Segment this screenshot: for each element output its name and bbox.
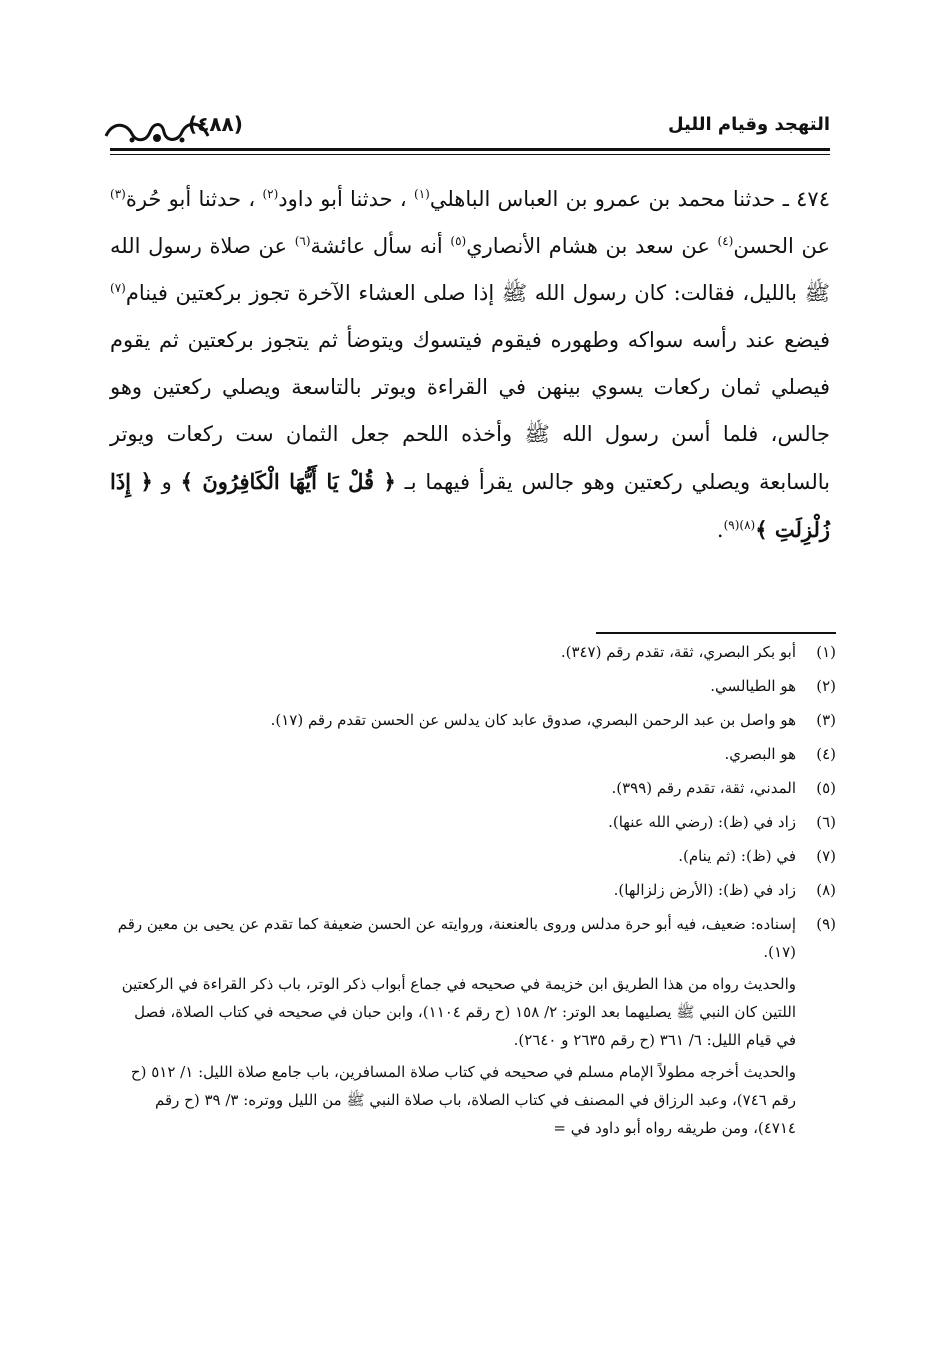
footnote-text: هو الطيالسي. [710,677,796,695]
footnote-ref: (٨)(٩) [723,518,756,532]
text-segment: و [152,470,181,494]
text-segment: عن صلاة رسول الله ﷺ بالليل، فقالت: كان رسول الله ﷺ إذا صلى العشاء الآخرة تجوز بركعتين فينام [110,234,830,305]
footnote [110,876,836,904]
hadith-number: ٤٧٤ [796,187,830,211]
footnote-ref: (٢) [262,187,279,201]
text-segment: ، حدثنا أبو حُرة [125,187,256,211]
footnote-ref: (١) [414,187,430,201]
text-segment: عن سعد بن هشام الأنصاري [466,234,710,258]
footnote-ref: (٤) [717,234,734,248]
quran-verse: ﴿ إِذَا زُلْزِلَتِ ﴾ [110,469,830,542]
footnote [110,808,836,836]
footnote-number: (٤) [816,745,836,763]
footnote-text: هو البصري. [724,745,796,763]
footnote [110,774,836,802]
footnote-number: (٧) [816,847,836,865]
page-number: (٤٨٨) [188,112,243,136]
footnote-ref: (٣) [110,187,126,201]
text-segment: أنه سأل عائشة [310,234,443,258]
footnote [110,706,836,734]
footnote-text: أبو بكر البصري، ثقة، تقدم رقم (٣٤٧). [560,643,796,661]
footnote-ref: (٧) [110,281,126,295]
text-segment: ، حدثنا أبو داود [278,187,407,211]
footnote-ref: (٦) [294,234,311,248]
text-segment: فيضع عند رأسه سواكه وطهوره فيقوم فيتسوك ويتوضأ ثم يتجوز بركعتين ثم يقوم فيصلي ثمان ركعات يسوي بينهن في القراءة ويوتر بالتاسعة ويصلي ركعتين وهو جالس، فلما أسن رسول الله ﷺ وأخذه اللحم جعل الثمان ست ركعات ويوتر بالسابعة ويصلي ركعتين وهو جالس يقرأ فيهما بـ [110,328,830,494]
footnote-text: والحديث أخرجه مطولاً الإمام مسلم في صحيحه في كتاب صلاة المسافرين، باب جامع صلاة الليل: ١/ ٥١٢ (ح رقم ٧٤٦)، وعبد الرزاق في المصنف في كتاب الصلاة، باب صلاة النبي ﷺ من الليل ووتره: ٣/ ٣٩ (ح رقم ٤٧١٤)، ومن طريقه رواه أبو داود في = [130,1063,796,1137]
footnote-text: زاد في (ظ): (رضي الله عنها). [608,813,796,831]
footnote [110,842,836,870]
footnote-number: (٩) [816,915,836,933]
footnote-number: (٦) [816,813,836,831]
footnote-ref: (٥) [450,234,467,248]
footnotes [110,638,836,1148]
footnote-text: إسناده: ضعيف، فيه أبو حرة مدلس وروى بالعنعنة، وروايته عن الحسن ضعيفة كما تقدم عن يحيى بن معين رقم (١٧). [117,915,796,961]
running-title: التهجد وقيام الليل [667,114,830,135]
footnote [110,638,836,666]
footnote-number: (٥) [816,779,836,797]
footnote-text: هو واصل بن عبد الرحمن البصري، صدوق عابد كان يدلس عن الحسن تقدم رقم (١٧). [270,711,796,729]
quran-verse: ﴿ قُلْ يَا أَيُّهَا الْكَافِرُونَ ﴾ [180,469,396,494]
ornament-icon [102,116,212,148]
footnote-text: والحديث رواه من هذا الطريق ابن خزيمة في صحيحه في جماع أبواب ذكر الوتر، باب ذكر القراءة في الركعتين اللتين كان النبي ﷺ يصليهما بعد الوتر: ٢/ ١٥٨ (ح رقم ١١٠٤)، وابن حبان في صحيحه في كتاب الصلاة، فصل في قيام الليل: ٦/ ٣٦١ (ح رقم ٢٦٣٥ و ٢٦٤٠). [121,975,796,1049]
footnote-text: زاد في (ظ): (الأرض زلزالها). [613,881,796,899]
footnote [110,672,836,700]
footnote-text: في (ظ): (ثم ينام). [678,847,796,865]
footnote [110,740,836,768]
footnote-number: (١) [816,643,836,661]
text-segment: عن الحسن [733,234,831,258]
footnote [110,910,836,1142]
footnote-text: المدني، ثقة، تقدم رقم (٣٩٩). [611,779,796,797]
footnote-number: (٨) [816,881,836,899]
footnote-separator [596,632,836,634]
hadith-text [110,176,830,554]
page-header [110,110,830,160]
footnote-number: (٣) [816,711,836,729]
header-thin-rule [110,154,830,155]
footnote-number: (٢) [816,677,836,695]
text-segment: . [716,518,724,542]
text-segment: ـ حدثنا محمد بن عمرو بن العباس الباهلي [429,187,789,211]
header-thick-rule [110,148,830,151]
